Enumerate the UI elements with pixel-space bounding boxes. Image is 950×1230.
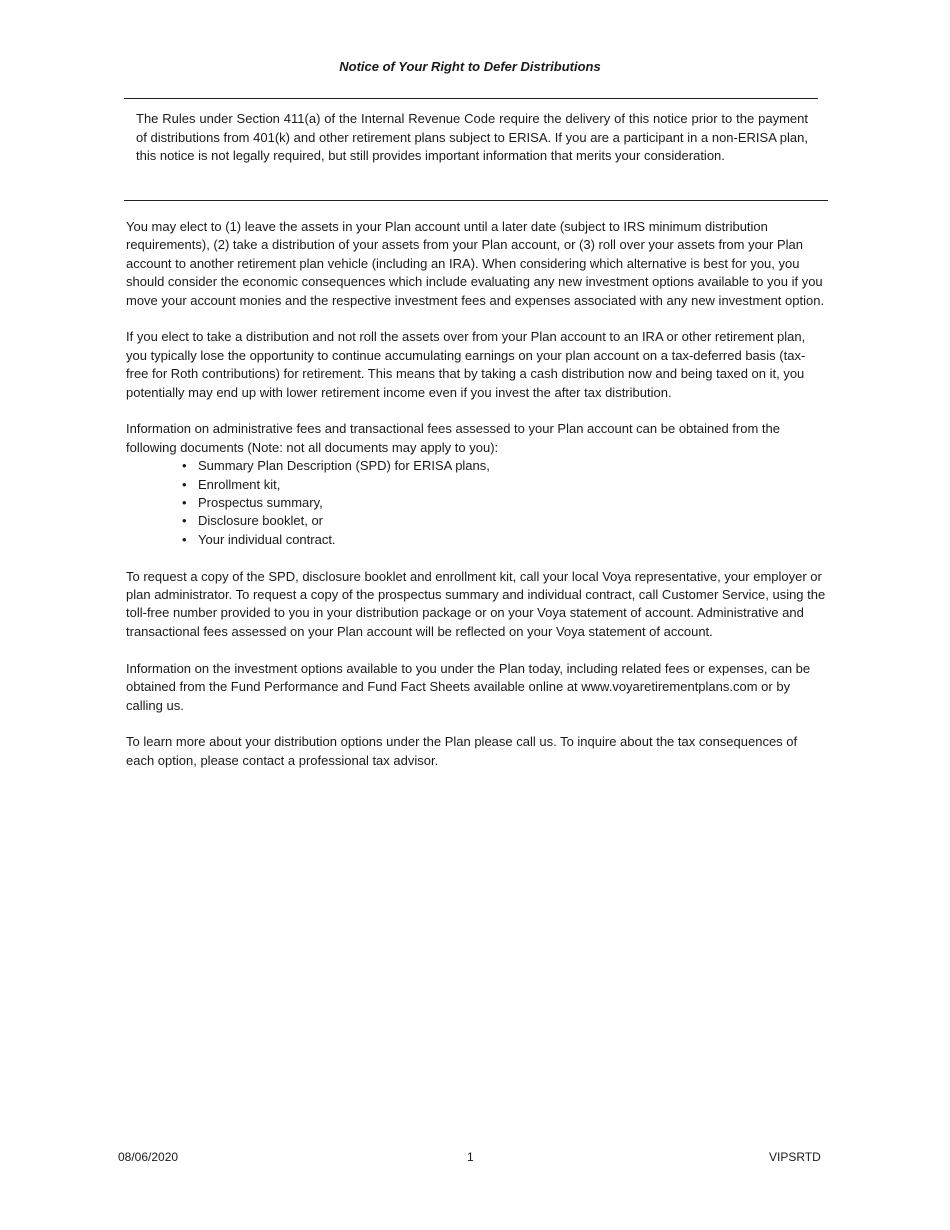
list-item: • Enrollment kit, bbox=[182, 476, 826, 494]
footer-date: 08/06/2020 bbox=[118, 1150, 179, 1164]
list-item: • Your individual contract. bbox=[182, 531, 826, 549]
documents-list bbox=[126, 457, 826, 549]
list-item: • Prospectus summary, bbox=[182, 494, 826, 512]
paragraph-request-copies: To request a copy of the SPD, disclosure booklet and enrollment kit, call your local Voya representative, your employer or plan administrator. To request a copy of the prospectus summary and individual contract, call Customer Service, using the toll-free number provided to you in your distribution package or on your Voya statement of account. Administrative and transactional fees assessed on your Plan account will be reflected on your Voya statement of account. bbox=[126, 568, 826, 639]
paragraph-elect-options: You may elect to (1) leave the assets in your Plan account until a later date (subject to IRS minimum distribution requirements), (2) take a distribution of your assets from your Plan account, or (3) roll over your assets from your Plan account to another retirement plan vehicle (including an IRA). When considering which alternative is best for you, you should consider the economic consequences which include evaluating any new investment options available to you if you move your account monies and the respective investment fees and expenses associated with any new investment option. bbox=[126, 219, 825, 308]
footer-page-number: 1 bbox=[467, 1150, 474, 1164]
list-item: • Summary Plan Description (SPD) for ERISA plans, bbox=[182, 457, 826, 475]
notice-title: Notice of Your Right to Defer Distributions bbox=[339, 59, 601, 74]
bottom-divider bbox=[124, 200, 828, 201]
paragraph-fees-documents: Information on administrative fees and transactional fees assessed to your Plan account can be obtained from the following documents (Note: not all documents may apply to you): bbox=[126, 421, 780, 455]
list-item: • Disclosure booklet, or bbox=[182, 512, 826, 530]
bullet-icon: • bbox=[182, 495, 187, 511]
bullet-icon: • bbox=[182, 458, 187, 474]
bullet-icon: • bbox=[182, 513, 187, 529]
paragraph-distribution-consequences: If you elect to take a distribution and not roll the assets over from your Plan account to an IRA or other retirement plan, you typically lose the opportunity to continue accumulating earnings on your plan account on a tax-deferred basis (tax-free for Roth contributions) for retirement. This means that by taking a cash distribution now and being taxed on it, you potentially may end up with lower retirement income even if you invest the after tax distribution. bbox=[126, 329, 806, 400]
paragraph-learn-more: To learn more about your distribution options under the Plan please call us. To inquire about the tax consequences of each option, please contact a professional tax advisor. bbox=[126, 734, 798, 768]
paragraph-investment-options: Information on the investment options available to you under the Plan today, including related fees or expenses, can be obtained from the Fund Performance and Fund Fact Sheets available online at www.voyaretirementplans.com or by calling us. bbox=[126, 660, 811, 713]
bullet-icon: • bbox=[182, 476, 187, 492]
footer-form-code: VIPSRTD bbox=[769, 1150, 821, 1164]
intro-box-text: The Rules under Section 411(a) of the Internal Revenue Code require the delivery of this notice prior to the payment of distributions from 401(k) and other retirement plans subject to ERISA. If you are a participant in a non-ERISA plan, this notice is not legally required, but still provides important information that merits your consideration. bbox=[136, 111, 808, 164]
bullet-icon: • bbox=[182, 531, 187, 547]
top-divider bbox=[124, 98, 818, 99]
notice-body bbox=[126, 218, 826, 789]
